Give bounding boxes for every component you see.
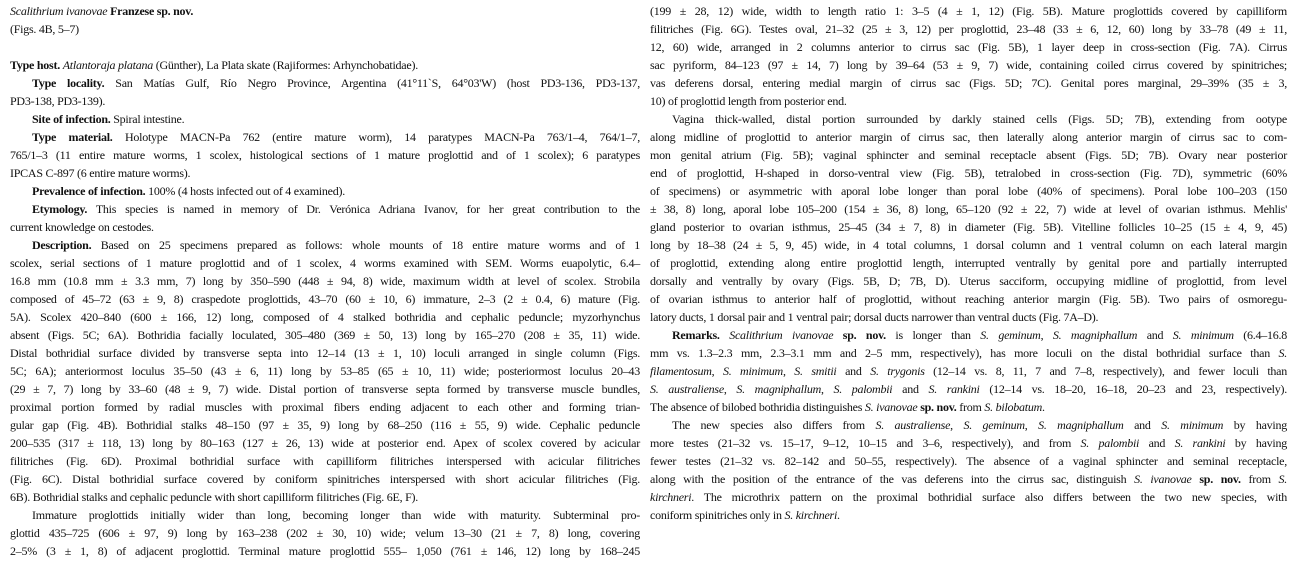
- body-text: ± 38, 8) long, aporal lobe 105–200 (154 ± 36, 8) long, 65–120 (92 ± 22, 7) wide at level of ovarian isthmus. Mehlis': [650, 202, 1287, 216]
- body-text: of ovarian isthmus to anterior half of proglottid, without reaching anterior margin (Fig. 5B). Two pairs of osmoregu-: [650, 292, 1287, 306]
- body-text: .: [837, 508, 840, 522]
- text-line: [10, 164, 640, 182]
- body-text: 6B). Bothridial stalks and cephalic peduncle with short capilliform filitriches (Fig. 6E, F).: [10, 490, 418, 504]
- body-text: from: [1240, 472, 1279, 486]
- italic-text: S. australiense: [650, 382, 724, 396]
- text-line: [10, 56, 640, 74]
- italic-text: S. rankini: [928, 382, 980, 396]
- body-text: 16.8 mm (10.8 mm ± 3.3 mm, 7) long by 350–590 (448 ± 94, 8) wide, maximum width at level of scolex. Strobila: [10, 274, 640, 288]
- body-text: (Günther), La Plata skate (Rajiformes: Arhynchobatidae).: [152, 58, 418, 72]
- body-text: filitriches (Fig. 6D). Proximal bothridial surface with capilliform filitriches interspersed with acicular filitriches: [10, 454, 640, 468]
- bold-text: Site of infection.: [32, 112, 111, 126]
- body-text: PD3-138, PD3-139).: [10, 94, 106, 108]
- body-text: This species is named in memory of Dr. Verónica Adriana Ivanov, for her great contribution to the: [87, 202, 640, 216]
- body-text: along with the position of the entrance of the vas deferens into the cirrus sac, distinguish: [650, 472, 1135, 486]
- text-line: [650, 2, 1287, 20]
- bold-text: Description.: [32, 238, 92, 252]
- body-text: from: [956, 400, 985, 414]
- body-text: (12–14 vs. 18–20, 16–18, 20–23 and 23, respectively).: [979, 382, 1288, 396]
- italic-text: Scalithrium ivanovae: [729, 328, 834, 342]
- body-text: 2–5% (3 ± 1, 8) of adjacent proglottid. Terminal mature proglottid 555– 1,050 (761 ± 146, 12) long by 168–245: [10, 544, 640, 558]
- body-text: San Matías Gulf, Río Negro Province, Argentina (41°11`S, 64°03'W) (host PD3-136, PD3-137,: [104, 76, 641, 90]
- text-line: [10, 92, 640, 110]
- text-line: [10, 506, 640, 524]
- text-line: [650, 218, 1287, 236]
- text-line: [10, 470, 640, 488]
- body-text: 765/1–3 (11 entire mature worms, 1 scolex, histological sections of 1 mature proglottid and of 1 scolex); 6 paratypes: [10, 148, 640, 162]
- italic-text: S. kirchneri: [784, 508, 838, 522]
- left-text-column: [10, 2, 640, 560]
- text-line: [10, 524, 640, 542]
- body-text: (29 ± 7, 7) long by 33–60 (48 ± 9, 7) wide. Distal portion of transverse septa formed by transverse muscle bundles,: [10, 382, 640, 396]
- text-line: [650, 506, 1287, 524]
- italic-text: S. minimum: [722, 364, 783, 378]
- text-line: [10, 290, 640, 308]
- body-text: composed of 45–72 (63 ± 9, 8) craspedote proglottids, 43–70 (60 ± 10, 6) immature, 2–3 (2 ± 0.4, 6) mature (Fig.: [10, 292, 640, 306]
- body-text: long by 18–38 (24 ± 5, 9, 45) wide, in 4 total columns, 1 dorsal column and 1 ventral column on each lateral margin: [650, 238, 1287, 252]
- body-text: gland posterior to ovarian isthmus, 25–45 (34 ± 7, 8) in diameter (Fig. 5B). Vitelline follicles 10–25 (15 ± 4, 9, 45): [650, 220, 1287, 234]
- body-text: ,: [950, 418, 964, 432]
- body-text: ,: [782, 364, 795, 378]
- text-line: [650, 308, 1287, 326]
- text-line: [650, 344, 1287, 362]
- body-text: The absence of bilobed bothridia distinguishes: [650, 400, 865, 414]
- body-text: (Figs. 4B, 5–7): [10, 22, 79, 36]
- body-text: Vagina thick-walled, distal portion surrounded by darkly stained cells (Figs. 5D; 7B), extending from ootype: [672, 112, 1287, 126]
- bold-text: Remarks.: [672, 328, 730, 342]
- text-line: [10, 110, 640, 128]
- italic-text: S. minimum: [1172, 328, 1234, 342]
- body-text: by having: [1223, 418, 1287, 432]
- italic-text: S. bilobatum: [984, 400, 1043, 414]
- text-line: [10, 272, 640, 290]
- italic-text: filamentosum: [650, 364, 712, 378]
- italic-text: S. ivanovae: [864, 400, 918, 414]
- body-text: ,: [1024, 418, 1039, 432]
- body-text: latory ducts, 1 dorsal pair and 1 ventral pair; dorsal ducts narrower than ventral ducts (Fig. 7A–D).: [650, 310, 1099, 324]
- text-line: [10, 74, 640, 92]
- body-text: of specimens) or asymmetric with aporal lobe longer than poral lobe (40% of specimens). Poral lobe 100–203 (150: [650, 184, 1287, 198]
- body-text: end of proglottid, H-shaped in dorso-ventral view (Fig. 5B), tetralobed in cross-section (Fig. 7D), symmetric (60%: [650, 166, 1287, 180]
- body-text: and: [892, 382, 929, 396]
- body-text: 12, 60) wide, arranged in 2 columns anterior to cirrus sac (Fig. 5B), 1 layer deep in cross-section (Fig. 7A). Cirrus: [650, 40, 1287, 54]
- body-text: coniform spinitriches only in: [650, 508, 785, 522]
- body-text: of proglottid, extending along entire proglottid length, interrupted ventrally by genital pore and partially interrupted: [650, 256, 1287, 270]
- text-line: [10, 200, 640, 218]
- body-text: ,: [820, 382, 834, 396]
- text-line: [650, 434, 1287, 452]
- body-text: 10) of proglottid length from posterior end.: [650, 94, 847, 108]
- text-line: [650, 236, 1287, 254]
- body-text: is longer than: [885, 328, 981, 342]
- italic-text: S. geminum: [980, 328, 1041, 342]
- text-line: [650, 164, 1287, 182]
- italic-text: S. trygonis: [870, 364, 925, 378]
- text-line: [10, 398, 640, 416]
- body-text: absent (Figs. 5C; 6A). Bothridia facially loculated, 305–480 (369 ± 50, 13) long by 165–270 (208 ± 35, 11) wide.: [10, 328, 640, 342]
- body-text: (199 ± 28, 12) wide, width to length ratio 1: 3–5 (4 ± 1, 12) (Fig. 5B). Mature proglottids covered by capilliform: [650, 4, 1287, 18]
- body-text: (12–14 vs. 8, 11, 7 and 7–8, respectively), and fewer loculi than: [924, 364, 1288, 378]
- body-text: Spiral intestine.: [110, 112, 185, 126]
- text-line: [650, 452, 1287, 470]
- body-text: ,: [711, 364, 723, 378]
- body-text: 5A). Scolex 420–840 (600 ± 166, 12) long, composed of 4 stalked bothridia and cephalic peduncle; myzorhynchus: [10, 310, 640, 324]
- text-line: [10, 542, 640, 560]
- text-line: [650, 416, 1287, 434]
- text-line: [10, 326, 640, 344]
- italic-text: Scalithrium ivanovae: [10, 4, 108, 18]
- body-text: mon genital atrium (Fig. 5B); vaginal sphincter and seminal receptacle absent (Figs. 5D; 7B). Ovary near posterior: [650, 148, 1287, 162]
- body-text: current knowledge on cestodes.: [10, 220, 154, 234]
- italic-text: S. smitii: [794, 364, 837, 378]
- body-text: . The microthrix pattern on the proximal bothridial surface also differs between the two new species, with: [691, 490, 1287, 504]
- body-text: Distal bothridial surface divided by transverse septa into 12–14 (13 ± 1, 10) loculi arranged in single column (Figs.: [10, 346, 640, 360]
- body-text: .: [1042, 400, 1045, 414]
- italic-text: kirchneri: [650, 490, 692, 504]
- italic-text: S. minimum: [1161, 418, 1224, 432]
- body-text: 200–535 (317 ± 118, 13) long by 80–163 (127 ± 26, 13) wide at posterior end. Apex of scolex covered by acicular: [10, 436, 640, 450]
- text-line: [10, 434, 640, 452]
- italic-text: S. palombii: [1080, 436, 1140, 450]
- text-line: [10, 308, 640, 326]
- body-text: sac pyriform, 84–123 (97 ± 14, 7) long by 39–64 (53 ± 9, 7) wide, containing coiled cirrus covered by spinitriches;: [650, 58, 1287, 72]
- body-text: fewer testes (21–32 vs. 82–142 and 50–55, respectively). The absence of a vaginal sphincter and seminal receptacle,: [650, 454, 1287, 468]
- body-text: scolex, serial sections of 1 mature proglottid and of 1 scolex, 4 worms examined with SEM. Worms euapolytic, 6.4–: [10, 256, 640, 270]
- body-text: Immature proglottids initially wider than long, becoming longer than wide with maturity. Subterminal pro-: [32, 508, 640, 522]
- text-line: [650, 254, 1287, 272]
- text-line: [650, 326, 1287, 344]
- bold-text: Type locality.: [32, 76, 105, 90]
- text-line: [10, 344, 640, 362]
- italic-text: S. magniphallum: [1038, 418, 1124, 432]
- italic-text: S. geminum: [963, 418, 1025, 432]
- bold-text: sp. nov.: [1191, 472, 1241, 486]
- italic-text: S. magniphallum: [736, 382, 821, 396]
- body-text: and: [1137, 328, 1173, 342]
- bold-text: sp. nov.: [833, 328, 886, 342]
- body-text: by having: [1225, 436, 1287, 450]
- text-line: [650, 290, 1287, 308]
- text-line: [650, 488, 1287, 506]
- body-text: gular gap (Fig. 4B). Bothridial stalks 48–150 (97 ± 35, 9) long by 68–250 (116 ± 55, 9) wide. Cephalic peduncle: [10, 418, 640, 432]
- body-text: glottid 435–725 (606 ± 97, 9) long by 163–238 (202 ± 30, 10) wide; velum 13–30 (21 ± 7, 8) long, covering: [10, 526, 640, 540]
- text-line: [650, 398, 1287, 416]
- body-text: 100% (4 hosts infected out of 4 examined).: [145, 184, 345, 198]
- bold-text: Etymology.: [32, 202, 88, 216]
- text-line: [10, 488, 640, 506]
- bold-text: Franzese sp. nov.: [107, 4, 194, 18]
- text-line: [10, 416, 640, 434]
- body-text: dorsally and ventrally by ovary (Figs. 5B, D; 7B, D). Uterus sacciform, occupying midline of proglottid, from level: [650, 274, 1287, 288]
- text-line: [650, 74, 1287, 92]
- body-text: The new species also differs from: [672, 418, 876, 432]
- text-line: [10, 128, 640, 146]
- text-line: [10, 236, 640, 254]
- italic-text: S. magniphallum: [1052, 328, 1138, 342]
- italic-text: S. rankini: [1174, 436, 1226, 450]
- bold-text: Type host.: [10, 58, 63, 72]
- body-text: vas deferens dorsal, entering medial margin of cirrus sac (Figs. 5D; 7C). Genital pores marginal, 29–39% (35 ± 3,: [650, 76, 1287, 90]
- text-line: [650, 470, 1287, 488]
- text-line: [650, 56, 1287, 74]
- text-line: [10, 380, 640, 398]
- body-text: and: [1139, 436, 1175, 450]
- bold-text: Type material.: [32, 130, 113, 144]
- text-line: [650, 110, 1287, 128]
- text-line: [10, 146, 640, 164]
- body-text: IPCAS C-897 (6 entire mature worms).: [10, 166, 191, 180]
- italic-text: S. ivanovae: [1134, 472, 1192, 486]
- text-line: [650, 362, 1287, 380]
- right-text-column: [650, 2, 1287, 524]
- text-line: [10, 254, 640, 272]
- italic-text: S. australiense: [875, 418, 951, 432]
- body-text: mm vs. 1.3–2.3 mm, 2.3–3.1 mm and 2–5 mm, respectively), has more loculi on the distal bothridial surface than: [650, 346, 1279, 360]
- body-text: and: [1123, 418, 1162, 432]
- bold-text: sp. nov.: [917, 400, 957, 414]
- italic-text: S.: [1278, 472, 1288, 486]
- italic-text: Atlantoraja platana: [62, 58, 153, 72]
- text-line: [10, 362, 640, 380]
- body-text: (6.4–16.8: [1233, 328, 1287, 342]
- text-line: [10, 218, 640, 236]
- text-line: [650, 92, 1287, 110]
- body-text: ,: [1040, 328, 1053, 342]
- italic-text: S. palombii: [833, 382, 893, 396]
- text-line: [10, 182, 640, 200]
- body-text: ,: [723, 382, 737, 396]
- bold-text: Prevalence of infection.: [32, 184, 146, 198]
- body-text: filitriches (Fig. 6G). Testes oval, 21–32 (25 ± 3, 12) per proglottid, 23–48 (33 ± 6, 12, 60) long by 33–78 (49 ± 11,: [650, 22, 1287, 36]
- text-line: [650, 146, 1287, 164]
- body-text: and: [836, 364, 871, 378]
- body-text: (Fig. 6C). Distal bothridial surface covered by coniform spinitriches interspersed with short acicular filitriches (Fig.: [10, 472, 640, 486]
- body-text: along midline of proglottid to anterior margin of cirrus sac, then laterally along anterior margin of cirrus sac to com-: [650, 130, 1287, 144]
- text-line: [650, 128, 1287, 146]
- body-text: 5C; 6A); anteriormost loculus 35–50 (43 ± 6, 11) long by 53–85 (65 ± 10, 11) wide; posteriormost loculus 20–43: [10, 364, 640, 378]
- text-line: [650, 38, 1287, 56]
- body-text: proximal portion formed by radial muscles with proximal fibers ending adjacent to each other and forming trian-: [10, 400, 640, 414]
- text-line: [10, 20, 640, 38]
- body-text: more testes (21–32 vs. 15–17, 9–12, 10–15 and 3–6, respectively), and from: [650, 436, 1081, 450]
- text-line: [10, 452, 640, 470]
- text-line: [650, 200, 1287, 218]
- body-text: Based on 25 specimens prepared as follows: whole mounts of 18 entire mature worms and of 1: [91, 238, 640, 252]
- italic-text: S.: [1278, 346, 1287, 360]
- text-line: [650, 380, 1287, 398]
- text-line: [10, 2, 640, 20]
- body-text: Holotype MACN-Pa 762 (entire mature worm), 14 paratypes MACN-Pa 763/1–4, 764/1–7,: [112, 130, 640, 144]
- text-line: [650, 182, 1287, 200]
- text-line: [650, 20, 1287, 38]
- text-line: [650, 272, 1287, 290]
